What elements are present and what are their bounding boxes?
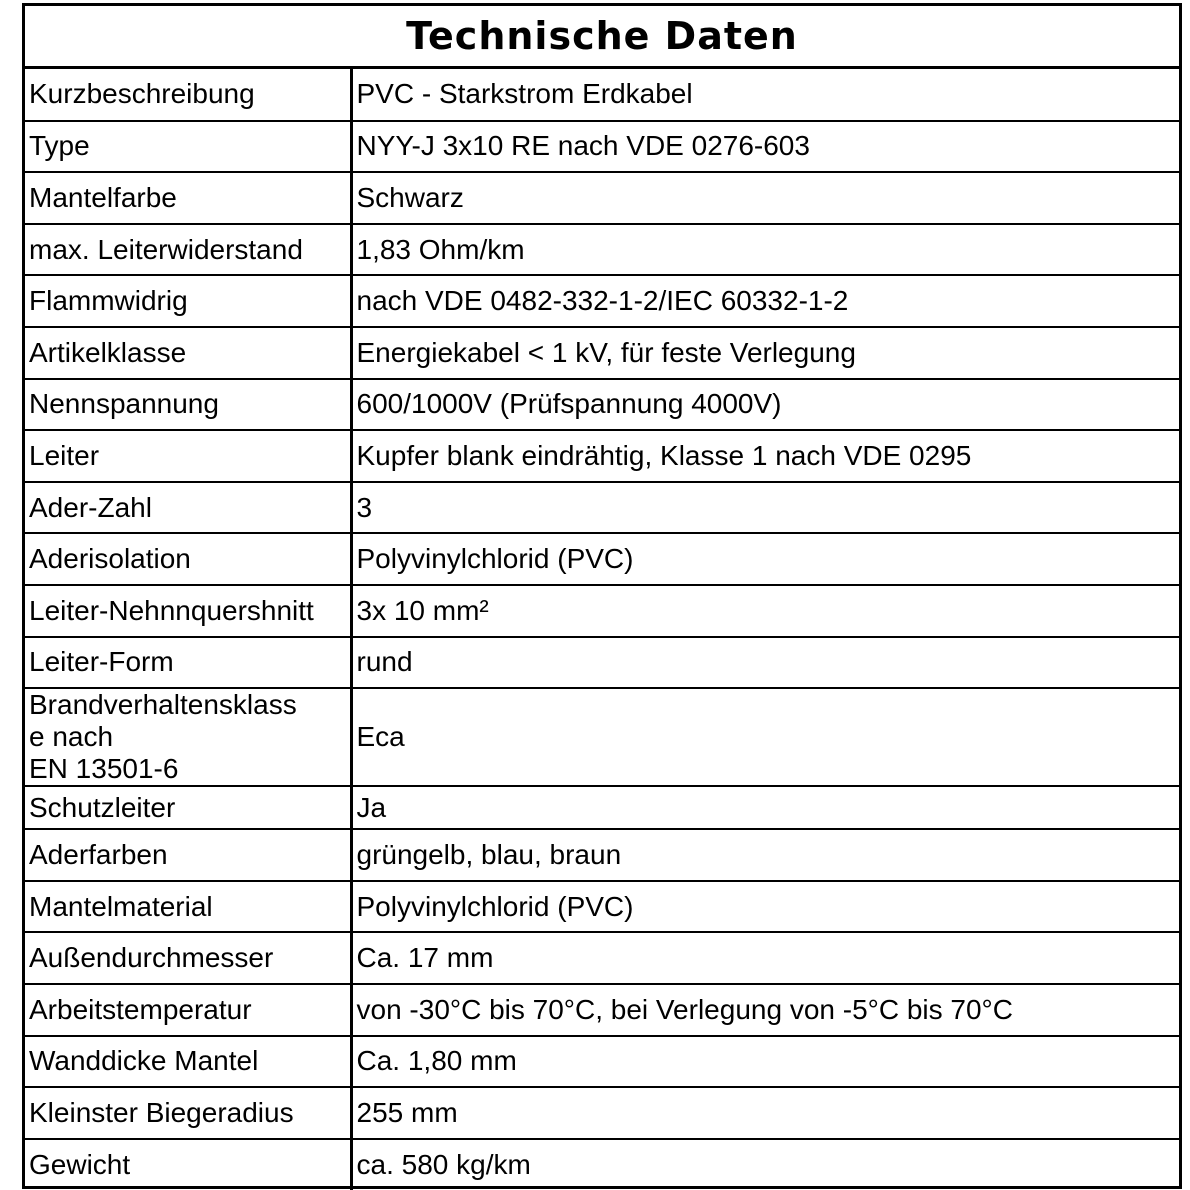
row-label: Gewicht [25, 1139, 351, 1190]
row-label: Mantelmaterial [25, 881, 351, 933]
row-label: Mantelfarbe [25, 172, 351, 224]
row-value: von -30°C bis 70°C, bei Verlegung von -5°C bis 70°C [351, 984, 1179, 1036]
row-value: nach VDE 0482-332-1-2/IEC 60332-1-2 [351, 275, 1179, 327]
row-label: Aderisolation [25, 533, 351, 585]
table-row [25, 430, 1179, 482]
table-row [25, 585, 1179, 637]
table-row [25, 688, 1179, 786]
table-row [25, 881, 1179, 933]
row-value: 1,83 Ohm/km [351, 224, 1179, 276]
row-value: Schwarz [351, 172, 1179, 224]
row-label-line: e nach [29, 721, 114, 753]
row-label-line: Brandverhaltensklass [29, 689, 297, 721]
row-label: Leiter [25, 430, 351, 482]
data-sheet [22, 3, 1182, 1189]
row-value: Ca. 17 mm [351, 932, 1179, 984]
table-row [25, 984, 1179, 1036]
row-value: NYY-J 3x10 RE nach VDE 0276-603 [351, 121, 1179, 173]
row-label: Nennspannung [25, 379, 351, 431]
row-label: Schutzleiter [25, 786, 351, 829]
row-value: 3 [351, 482, 1179, 534]
table-row [25, 533, 1179, 585]
row-value: Polyvinylchlorid (PVC) [351, 881, 1179, 933]
row-value: Ca. 1,80 mm [351, 1036, 1179, 1088]
table-row [25, 829, 1179, 881]
table-row [25, 275, 1179, 327]
row-label: Außendurchmesser [25, 932, 351, 984]
row-label: Type [25, 121, 351, 173]
table-row [25, 69, 1179, 121]
title-bar [25, 6, 1179, 69]
page-title: Technische Daten [406, 14, 798, 58]
table-row [25, 1139, 1179, 1190]
row-label-line: EN 13501-6 [29, 753, 179, 785]
row-value: Kupfer blank eindrähtig, Klasse 1 nach VDE 0295 [351, 430, 1179, 482]
table-row [25, 637, 1179, 689]
row-label: Aderfarben [25, 829, 351, 881]
row-label: Arbeitstemperatur [25, 984, 351, 1036]
row-value: ca. 580 kg/km [356, 1148, 531, 1180]
row-value: Eca [351, 688, 1179, 786]
row-label: Artikelklasse [25, 327, 351, 379]
table-row [25, 482, 1179, 534]
row-label: Leiter-Form [25, 637, 351, 689]
row-value: 600/1000V (Prüfspannung 4000V) [351, 379, 1179, 431]
table-row [25, 932, 1179, 984]
row-value: rund [351, 637, 1179, 689]
row-value: Polyvinylchlorid (PVC) [351, 533, 1179, 585]
table-row [25, 327, 1179, 379]
table-row [25, 224, 1179, 276]
row-label: Kurzbeschreibung [25, 69, 351, 121]
spec-table [25, 69, 1179, 1190]
row-label: Flammwidrig [25, 275, 351, 327]
table-row [25, 172, 1179, 224]
table-row [25, 1036, 1179, 1088]
row-label: Ader-Zahl [25, 482, 351, 534]
row-value: 3x 10 mm² [351, 585, 1179, 637]
row-value: PVC - Starkstrom Erdkabel [351, 69, 1179, 121]
row-label: max. Leiterwiderstand [25, 224, 351, 276]
row-label: Kleinster Biegeradius [25, 1087, 351, 1139]
row-value: 255 mm [351, 1087, 1179, 1139]
row-label: Leiter-Nehnnquershnitt [25, 585, 351, 637]
row-value: grüngelb, blau, braun [351, 829, 1179, 881]
row-value: Ja [351, 786, 1179, 829]
row-label: Wanddicke Mantel [25, 1036, 351, 1088]
table-row [25, 786, 1179, 829]
row-value: Energiekabel < 1 kV, für feste Verlegung [351, 327, 1179, 379]
table-row [25, 1087, 1179, 1139]
table-row [25, 121, 1179, 173]
table-row [25, 379, 1179, 431]
row-label [25, 688, 351, 786]
